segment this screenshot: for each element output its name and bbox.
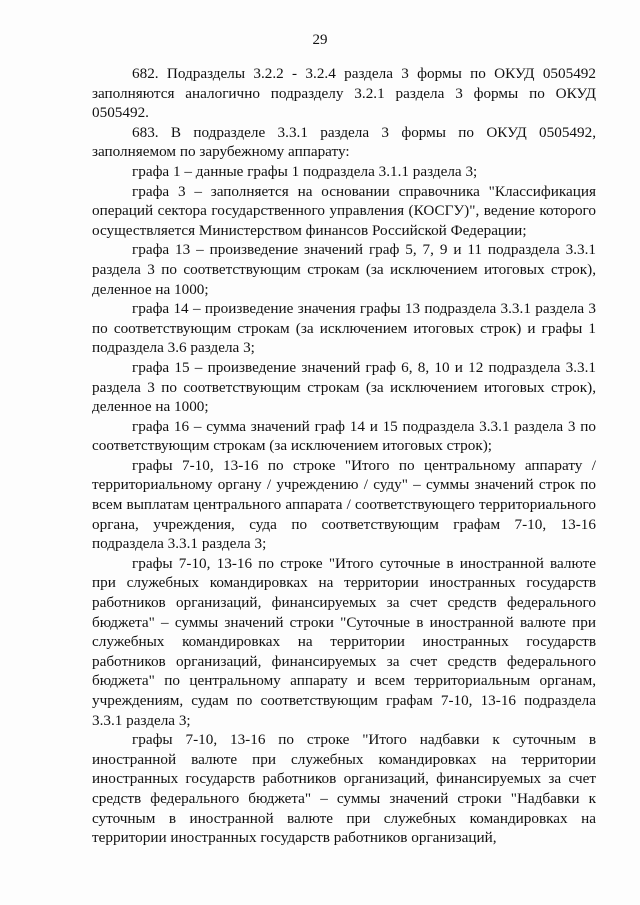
paragraph-683: 683. В подразделе 3.3.1 раздела 3 формы по ОКУД 0505492, заполняемом по зарубежному аппарату: <box>92 123 596 161</box>
paragraph-682: 682. Подразделы 3.2.2 - 3.2.4 раздела 3 формы по ОКУД 0505492 заполняются аналогично подразделу 3.2.1 раздела 3 формы по ОКУД 0505492. <box>92 65 596 122</box>
paragraph-column-15: графа 15 – произведение значений граф 6, 8, 10 и 12 подраздела 3.3.1 раздела 3 по соответствующим строкам (за исключением итоговых строк), деленное на 1000; <box>92 358 596 416</box>
paragraph-column-13: графа 13 – произведение значений граф 5, 7, 9 и 11 подраздела 3.3.1 раздела 3 по соответствующим строкам (за исключением итоговых строк), деленное на 1000; <box>92 241 596 298</box>
paragraph-total-central-apparatus: графы 7-10, 13-16 по строке "Итого по центральному аппарату / территориальному органу / учреждению / суду" – суммы значений строк по всем выплатам центрального аппарата / соответствующего территориального органа, учреждения, суда по соответствующим графам 7-10, 13-16 подраздела 3.3.1 раздела 3; <box>92 456 596 553</box>
paragraph-column-14: графа 14 – произведение значения графы 13 подраздела 3.3.1 раздела 3 по соответствующим строкам (за исключением итоговых строк) и графы 1 подраздела 3.6 раздела 3; <box>92 300 596 357</box>
page-number: 29 <box>312 32 328 48</box>
paragraph-column-16: графа 16 – сумма значений граф 14 и 15 подраздела 3.3.1 раздела 3 по соответствующим строкам (за исключением итоговых строк); <box>92 417 596 455</box>
paragraph-column-3: графа 3 – заполняется на основании справочника "Классификация операций сектора государственного управления (КОСГУ)", ведение которого осуществляется Министерством финансов Российской Федерации; <box>92 182 596 239</box>
paragraph-column-1: графа 1 – данные графы 1 подраздела 3.1.1 раздела 3; <box>132 162 478 180</box>
paragraph-total-daily-allowance-supplements: графы 7-10, 13-16 по строке "Итого надбавки к суточным в иностранной валюте при служебных командировках на территории иностранных государств работников организаций, финансируемых за счет средств федерального бюджета" – суммы значений строки "Надбавки к суточным в иностранной валюте при служебных командировках на территории иностранных государств работников организаций, <box>92 731 596 847</box>
document-body <box>92 64 596 848</box>
paragraph-total-daily-allowance: графы 7-10, 13-16 по строке "Итого суточные в иностранной валюте при служебных командировках на территории иностранных государств работников организаций, финансируемых за счет средств федерального бюджета" – суммы значений строки "Суточные в иностранной валюте при служебных командировках на территории иностранных государств работников организаций, финансируемых за счет средств федерального бюджета" по центральному аппарату и всем территориальным органам, учреждениям, судам по соответствующим графам 7-10, 13-16 подраздела 3.3.1 раздела 3; <box>92 554 596 729</box>
